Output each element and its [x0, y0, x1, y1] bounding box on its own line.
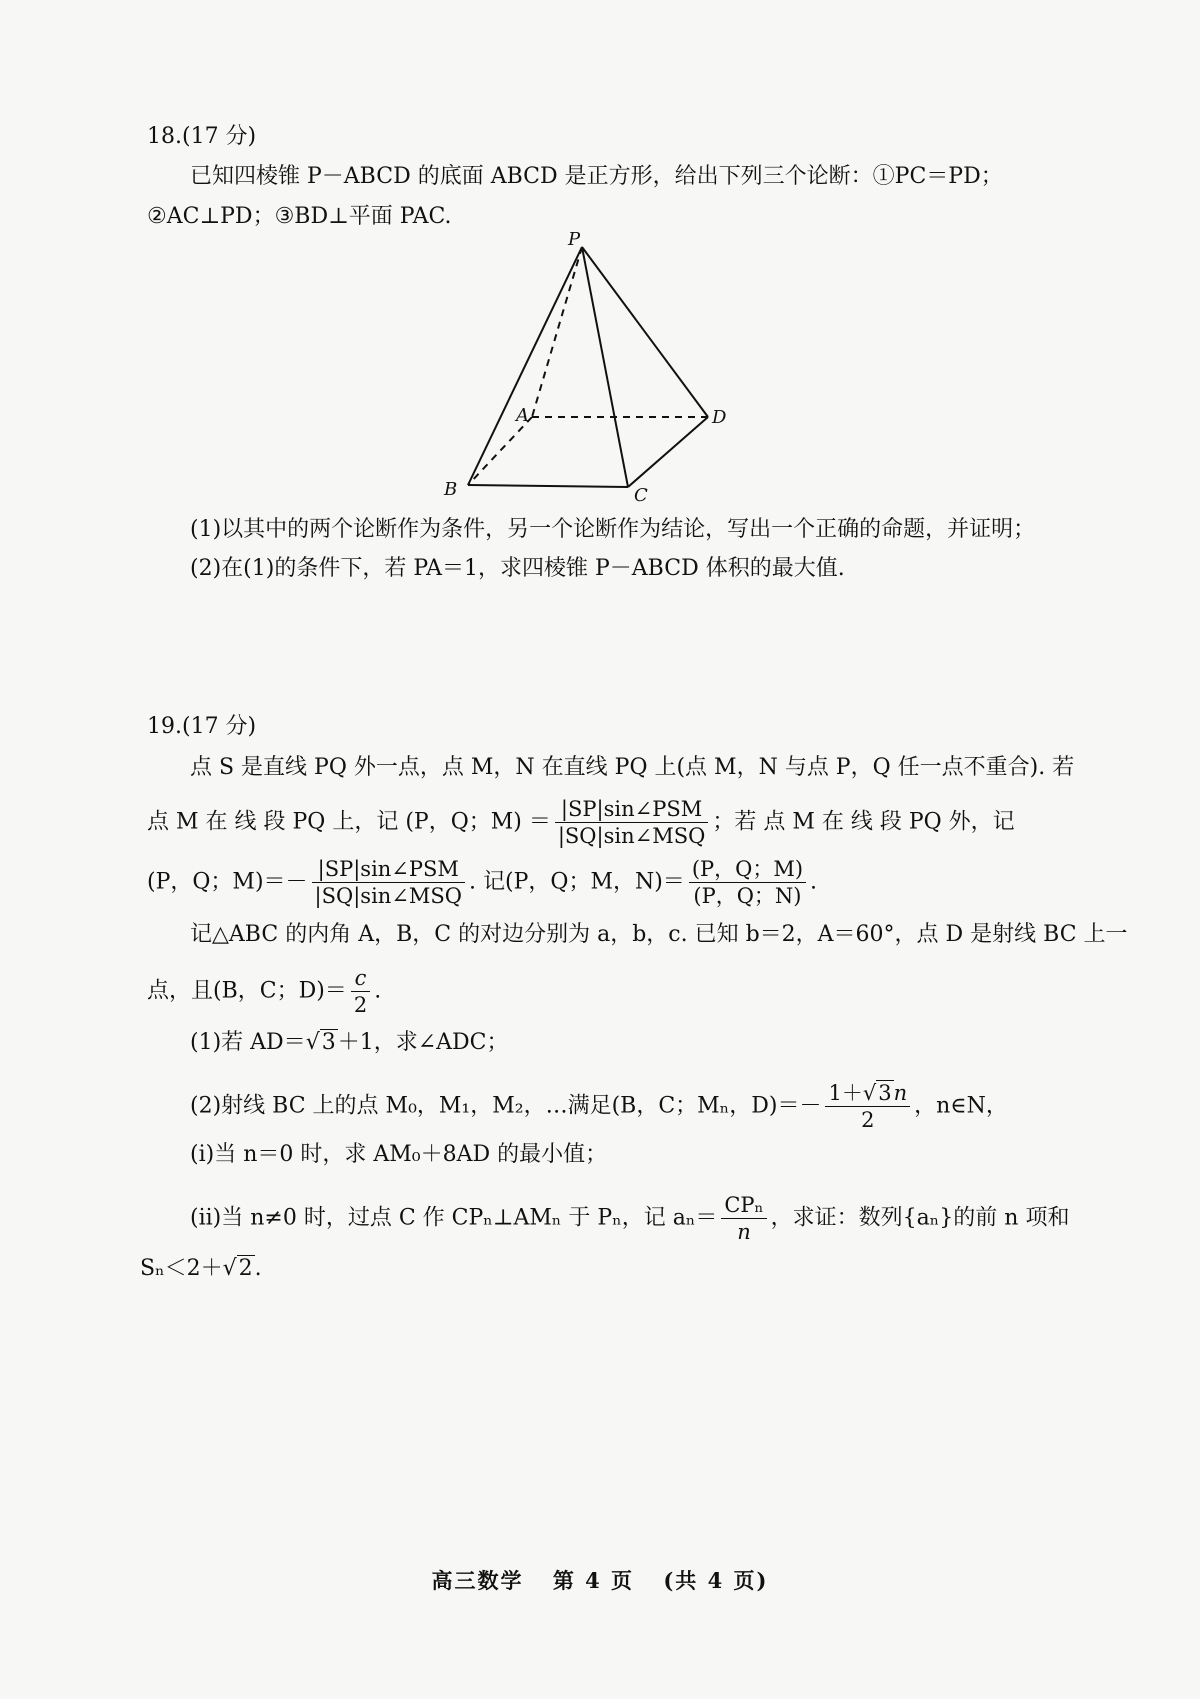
- q19-line3-mid: . 记(P，Q；M，N)＝: [469, 869, 685, 895]
- sqrt-2: √2: [222, 1256, 253, 1281]
- sqrt-3: √3: [862, 1081, 892, 1105]
- q18-part2: (2)在(1)的条件下，若 PA＝1，求四棱锥 P－ABCD 体积的最大值.: [190, 556, 845, 581]
- radicand: 2: [238, 1256, 253, 1281]
- fraction-num: CPₙ: [721, 1192, 766, 1219]
- q19-line2-prefix: 点 M 在 线 段 PQ 上，记 (P，Q；M) ＝: [147, 809, 551, 835]
- num-b: n: [893, 1081, 908, 1105]
- fraction-c-over-2: [351, 965, 370, 1018]
- q19-part1-prefix: (1)若 AD＝: [190, 1030, 306, 1055]
- q19-last-prefix: Sₙ＜2＋: [140, 1256, 223, 1281]
- fraction-def3: [689, 856, 806, 909]
- fraction-num: (P，Q；M): [689, 856, 806, 883]
- q19-part1: [190, 1028, 509, 1058]
- radicand: 3: [878, 1081, 892, 1105]
- fraction-den: n: [737, 1220, 751, 1244]
- fraction-part2: [825, 1080, 910, 1133]
- edge-PC: [582, 247, 628, 487]
- q19-line1: 点 S 是直线 PQ 外一点，点 M，N 在直线 PQ 上(点 M，N 与点 P，Q 任一点不重合). 若: [190, 755, 1075, 780]
- edge-PD: [582, 247, 708, 417]
- q18-stem-line1: 已知四棱锥 P－ABCD 的底面 ABCD 是正方形，给出下列三个论断：①PC＝PD；: [190, 164, 1003, 189]
- q19-part2: [190, 1080, 1008, 1133]
- pyramid-figure: [444, 229, 810, 555]
- edge-BC: [468, 485, 628, 487]
- edge-PB: [468, 247, 582, 485]
- fraction-den: 2: [353, 993, 368, 1017]
- q19-part2-ii: [190, 1192, 1069, 1245]
- q19-line5: [147, 965, 381, 1018]
- q19-part2-prefix: (2)射线 BC 上的点 M₀，M₁，M₂，…满足(B，C；Mₙ，D)＝－: [190, 1093, 822, 1119]
- fraction-def1: [555, 796, 708, 849]
- q19-last-suffix: .: [254, 1256, 262, 1281]
- fraction-num: [825, 1080, 910, 1107]
- q18-header: 18.(17 分): [147, 124, 257, 149]
- q19-last-line: [140, 1254, 262, 1284]
- label-B: B: [444, 479, 458, 500]
- q19-line4: 记△ABC 的内角 A，B，C 的对边分别为 a，b，c. 已知 b＝2，A＝60°，点 D 是射线 BC 上一: [190, 922, 1128, 947]
- sqrt-3: √3: [305, 1030, 336, 1055]
- label-A: A: [516, 405, 529, 426]
- fraction-an: [721, 1192, 766, 1245]
- radicand: 3: [321, 1030, 336, 1055]
- fraction-num: |SP|sin∠PSM: [312, 856, 465, 883]
- label-D: D: [712, 407, 727, 428]
- footer-total: (共 4 页): [663, 1568, 769, 1593]
- q19-part2-i: (i)当 n＝0 时，求 AM₀＋8AD 的最小值；: [190, 1142, 608, 1167]
- q19-line3: [147, 856, 817, 909]
- footer-subject: 高三数学: [431, 1568, 524, 1593]
- q19-header: 19.(17 分): [147, 714, 257, 739]
- fraction-num: |SP|sin∠PSM: [555, 796, 708, 823]
- num-a: 1＋: [828, 1081, 863, 1105]
- fraction-def2: [312, 856, 465, 909]
- fraction-den: |SQ|sin∠MSQ: [557, 824, 706, 848]
- fraction-den: |SQ|sin∠MSQ: [314, 884, 463, 908]
- q19-line3-prefix: (P，Q；M)＝－: [147, 869, 308, 895]
- fraction-num: c: [351, 965, 370, 992]
- fraction-den: (P，Q；N): [693, 884, 802, 908]
- q19-line5-end: .: [374, 978, 382, 1004]
- q19-part2-suffix: ，n∈N，: [914, 1093, 1008, 1119]
- q18-stem-line2: ②AC⊥PD；③BD⊥平面 PAC.: [147, 204, 452, 229]
- q19-part2-ii-prefix: (ii)当 n≠0 时，过点 C 作 CPₙ⊥AMₙ 于 Pₙ，记 aₙ＝: [190, 1205, 718, 1231]
- edge-AB: [468, 417, 532, 485]
- label-C: C: [634, 485, 648, 506]
- q19-line2: [147, 796, 1015, 849]
- q19-line2-suffix: ；若 点 M 在 线 段 PQ 外，记: [712, 809, 1015, 835]
- fraction-den: 2: [861, 1108, 875, 1132]
- page-footer: [0, 1565, 1200, 1595]
- q19-line5-prefix: 点，且(B，C；D)＝: [147, 978, 347, 1004]
- label-P: P: [568, 229, 581, 250]
- q19-line3-end: .: [810, 869, 818, 895]
- q19-part2-ii-suffix: ，求证：数列{aₙ}的前 n 项和: [770, 1205, 1070, 1231]
- footer-page: 第 4 页: [552, 1568, 635, 1593]
- edge-PA: [532, 247, 582, 417]
- q19-part1-suffix: ＋1，求∠ADC；: [337, 1030, 509, 1055]
- edge-CD: [628, 417, 708, 487]
- q18-part1: (1)以其中的两个论断作为条件，另一个论断作为结论，写出一个正确的命题，并证明；: [190, 517, 1036, 542]
